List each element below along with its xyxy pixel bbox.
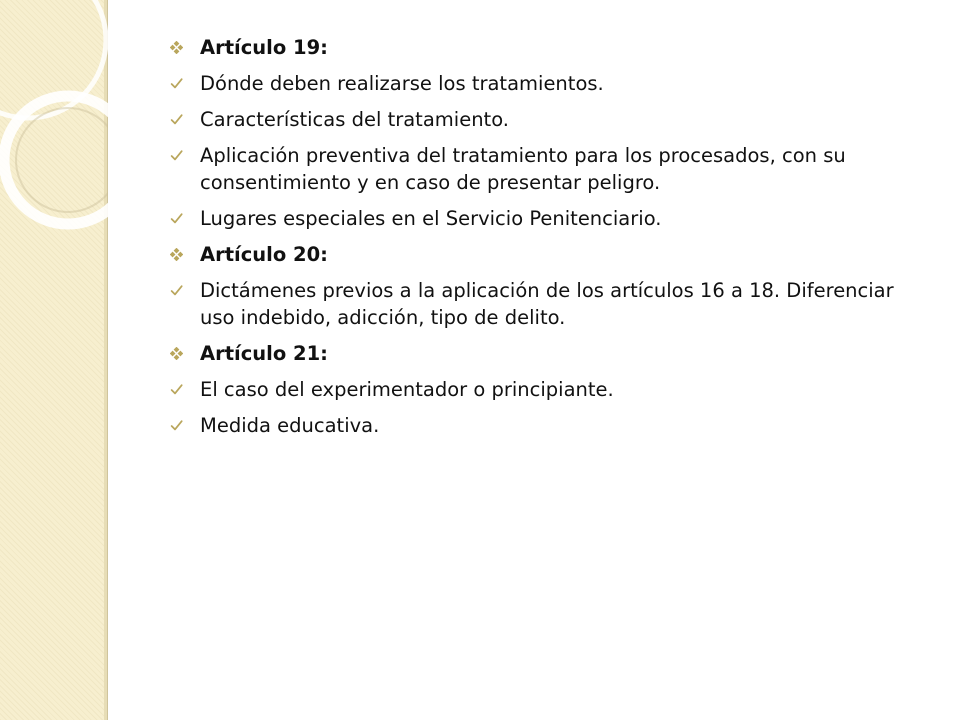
diamond-four-petal-icon: [170, 34, 194, 61]
decorative-rings: [0, 0, 108, 300]
checkmark-icon: [170, 277, 194, 304]
list-item-text: Medida educativa.: [200, 414, 380, 437]
list-item: [170, 205, 910, 232]
list-item: [170, 70, 910, 97]
diamond-four-petal-icon: [170, 241, 194, 268]
checkmark-icon: [170, 376, 194, 403]
list-item: [170, 376, 910, 403]
checkmark-icon: [170, 142, 194, 169]
list-item: [170, 34, 910, 61]
checkmark-icon: [170, 205, 194, 232]
list-item: [170, 412, 910, 439]
list-item: [170, 241, 910, 268]
list-item: [170, 277, 910, 331]
list-item-text: Artículo 19:: [200, 36, 328, 59]
checkmark-icon: [170, 70, 194, 97]
list-item-text: Dictámenes previos a la aplicación de los artículos 16 a 18. Diferenciar uso indebido, adicción, tipo de delito.: [200, 279, 894, 329]
list-item-text: Lugares especiales en el Servicio Penitenciario.: [200, 207, 662, 230]
checkmark-icon: [170, 106, 194, 133]
checkmark-icon: [170, 412, 194, 439]
diamond-four-petal-icon: [170, 340, 194, 367]
slide-content: [170, 34, 910, 448]
list-item: [170, 340, 910, 367]
list-item-text: Artículo 20:: [200, 243, 328, 266]
list-item-text: El caso del experimentador o principiante.: [200, 378, 614, 401]
list-item: [170, 106, 910, 133]
list-item-text: Artículo 21:: [200, 342, 328, 365]
list-item-text: Características del tratamiento.: [200, 108, 509, 131]
list-item-text: Aplicación preventiva del tratamiento para los procesados, con su consentimiento y en caso de presentar peligro.: [200, 144, 846, 194]
list-item-text: Dónde deben realizarse los tratamientos.: [200, 72, 604, 95]
list-item: [170, 142, 910, 196]
